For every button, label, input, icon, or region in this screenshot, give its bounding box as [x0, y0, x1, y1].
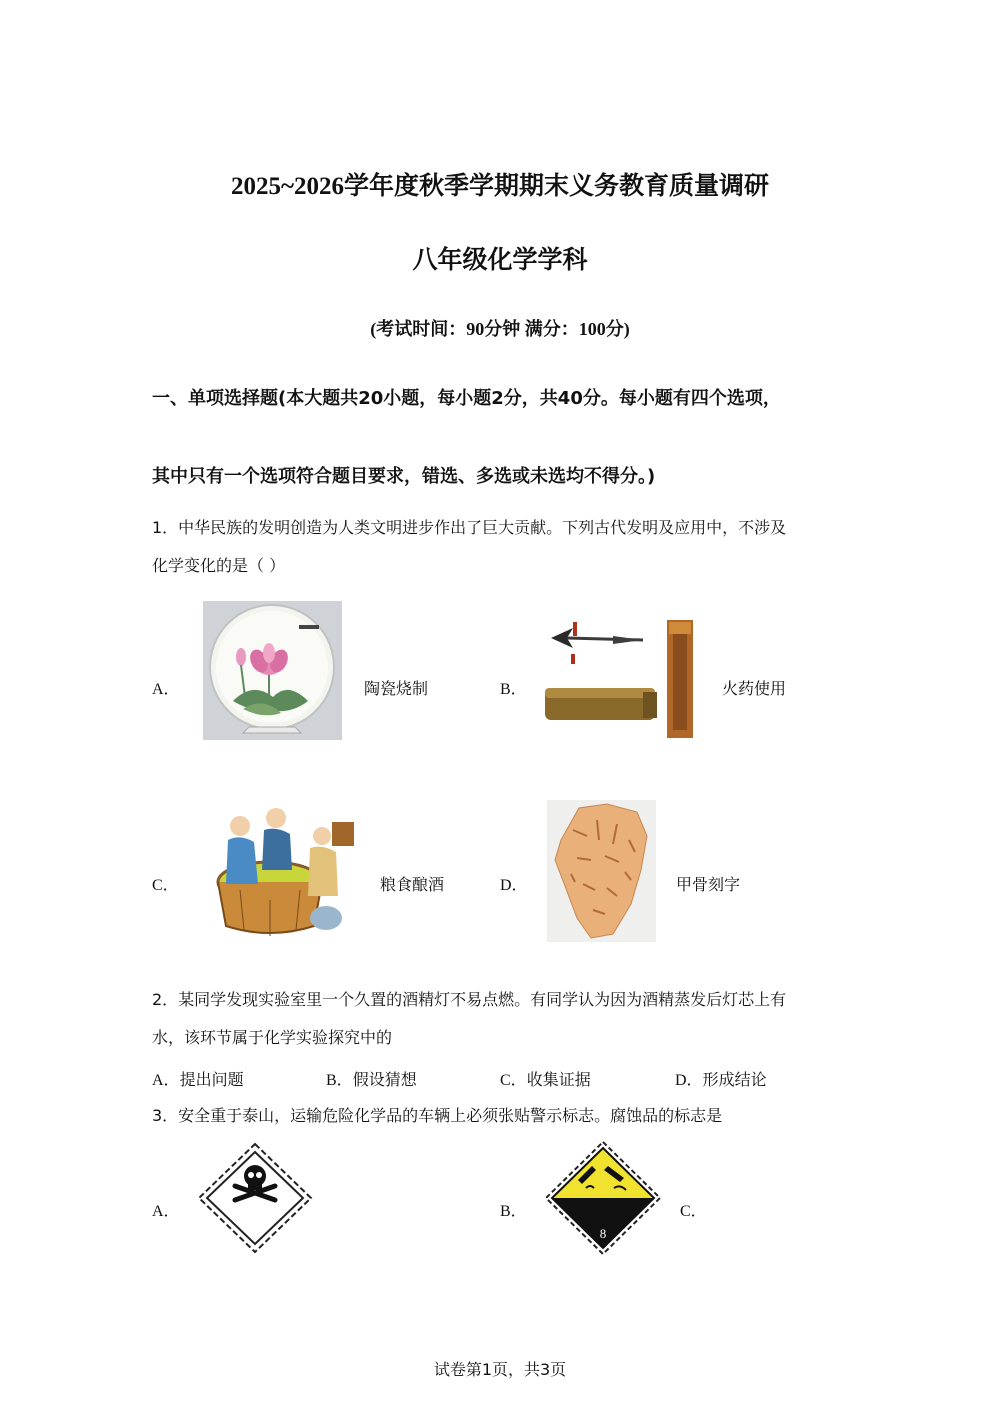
- q2-option-b-text: 假设猜想: [352, 1070, 417, 1089]
- toxic-skull-sign-icon: [197, 1142, 313, 1254]
- q3-option-a-letter: A．: [152, 1203, 180, 1220]
- lotus-porcelain-plate-image: [203, 601, 342, 740]
- grain-wine-brewing-image: [200, 800, 358, 940]
- page-footer: 试卷第1页，共3页: [433, 1360, 567, 1379]
- q2-option-a: [152, 1067, 244, 1090]
- exam-title: 2025~2026学年度秋季学期期末义务教育质量调研: [230, 173, 769, 200]
- q1-option-a-caption: 陶瓷烧制: [364, 679, 429, 698]
- q2-option-c: [500, 1067, 591, 1090]
- question-1-stem-line2: 化学变化的是（ ）: [152, 556, 286, 575]
- gunpowder-rocket-image: [543, 618, 703, 744]
- q2-option-d-letter: D．: [675, 1072, 703, 1089]
- oracle-bone-image: [547, 800, 656, 942]
- q1-option-b-caption: 火药使用: [722, 679, 787, 698]
- corrosive-sign-number: 8: [599, 1226, 607, 1241]
- q2-option-d: [675, 1067, 767, 1090]
- exam-info: (考试时间：90分钟 满分：100分): [370, 319, 630, 339]
- q2-option-c-text: 收集证据: [526, 1070, 591, 1089]
- q2-option-b: [326, 1067, 417, 1090]
- q2-option-c-letter: C．: [500, 1072, 527, 1089]
- q1-option-d-letter: D．: [500, 877, 528, 894]
- q1-option-c-letter: C．: [152, 877, 179, 894]
- q3-option-c-letter: C．: [680, 1203, 707, 1220]
- q2-option-a-text: 提出问题: [179, 1070, 244, 1089]
- q2-option-d-text: 形成结论: [702, 1070, 767, 1089]
- q1-option-a-letter: A．: [152, 681, 180, 698]
- question-2-stem-line1: 2．某同学发现实验室里一个久置的酒精灯不易点燃。有同学认为因为酒精蒸发后灯芯上有: [152, 990, 787, 1009]
- exam-subject: 八年级化学学科: [412, 245, 588, 274]
- section-heading-line2: 其中只有一个选项符合题目要求，错选、多选或未选均不得分。): [152, 466, 656, 487]
- q1-option-c-caption: 粮食酿酒: [380, 875, 445, 894]
- question-2-stem-line2: 水，该环节属于化学实验探究中的: [152, 1028, 393, 1047]
- q1-option-d-caption: 甲骨刻字: [676, 875, 741, 894]
- q2-option-b-letter: B．: [326, 1072, 353, 1089]
- corrosive-sign-icon: [544, 1140, 662, 1256]
- q1-option-b-letter: B．: [500, 681, 527, 698]
- question-1-stem-line1: 1．中华民族的发明创造为人类文明进步作出了巨大贡献。下列古代发明及应用中，不涉及: [152, 518, 787, 537]
- section-heading-line1: 一、单项选择题(本大题共20小题，每小题2分，共40分。每小题有四个选项，: [152, 388, 781, 409]
- q2-option-a-letter: A．: [152, 1072, 180, 1089]
- question-3-stem: 3．安全重于泰山，运输危险化学品的车辆上必须张贴警示标志。腐蚀品的标志是: [152, 1106, 723, 1125]
- q3-option-b-letter: B．: [500, 1203, 527, 1220]
